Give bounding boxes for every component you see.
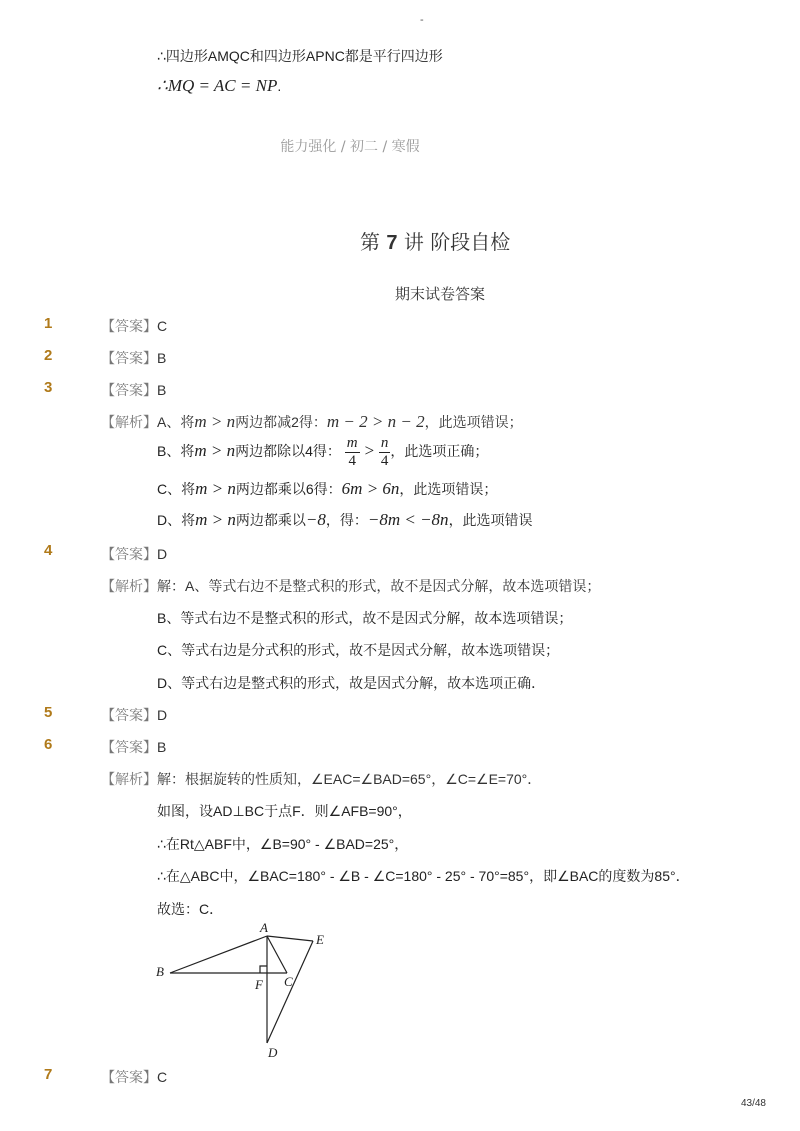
page-number: 43/48	[740, 1098, 766, 1109]
analysis-row-4a: 【解析】解：A、等式右边不是整式积的形式，故不是因式分解，故本选项错误；	[101, 578, 601, 594]
fraction-m-over-4: $\frac{m}{4}$	[346, 435, 358, 469]
answer-row-2: 【答案】B	[101, 350, 167, 366]
label-c: C	[284, 974, 293, 989]
label-e: E	[316, 932, 324, 947]
question-number-1: 1	[44, 315, 53, 332]
answer-row-7: 【答案】C	[101, 1069, 168, 1085]
segment-ed	[267, 941, 313, 1043]
lecture-title: 第 7 讲 阶段自检	[360, 230, 511, 254]
label-f: F	[255, 977, 263, 992]
segment-ba	[170, 936, 267, 973]
geometry-figure	[150, 918, 350, 1063]
analysis-row-6d: ∴在△ABC中，∠BAC=180° - ∠B - ∠C=180° - 25° - 70°=85°，即∠BAC的度数为85°．	[157, 868, 690, 884]
label-b: B	[156, 964, 164, 979]
question-number-3: 3	[44, 379, 53, 396]
analysis-row-4b: B、等式右边不是整式积的形式，故不是因式分解，故本选项错误；	[157, 610, 573, 626]
question-number-6: 6	[44, 736, 53, 753]
analysis-row-4d: D、等式右边是整式积的形式，故是因式分解，故本选项正确．	[157, 675, 546, 691]
intro-line-1: ∴四边形AMQC和四边形APNC都是平行四边形	[157, 48, 443, 64]
analysis-row-6a: 【解析】解：根据旋转的性质知，∠EAC=∠BAD=65°，∠C=∠E=70°．	[101, 771, 542, 787]
answer-row-5: 【答案】D	[101, 707, 168, 723]
answer-row-1: 【答案】C	[101, 318, 168, 334]
intro-equation: ∴MQ = AC = NP	[157, 76, 278, 95]
analysis-row-6c: ∴在Rt△ABF中，∠B=90° - ∠BAD=25°，	[157, 836, 409, 852]
intro-line-2: ∴MQ = AC = NP.	[157, 76, 282, 95]
question-number-7: 7	[44, 1066, 53, 1083]
question-number-2: 2	[44, 347, 53, 364]
label-d: D	[268, 1045, 278, 1060]
analysis-row-3b: B、将m > n两边都除以4得： $\frac{m}{4}$ > $\frac{n}{4}$ ，此选项正确；	[157, 435, 489, 469]
answer-row-4: 【答案】D	[101, 546, 168, 562]
analysis-row-3c: C、将m > n两边都乘以6得：6m > 6n，此选项错误；	[157, 479, 498, 498]
fraction-n-over-4: $\frac{n}{4}$	[380, 435, 389, 469]
analysis-row-3d: D、将m > n两边都乘以−8，得：−8m < −8n，此选项错误	[157, 510, 533, 529]
answer-row-3: 【答案】B	[101, 382, 167, 398]
analysis-row-4c: C、等式右边是分式积的形式，故不是因式分解，故本选项错误；	[157, 642, 560, 658]
breadcrumb: 能力强化 / 初二 / 寒假	[280, 139, 420, 155]
answer-row-6: 【答案】B	[101, 739, 167, 755]
segment-ac	[267, 936, 287, 973]
question-number-4: 4	[44, 542, 53, 559]
right-angle-mark	[260, 966, 267, 973]
analysis-row-6e: 故选：C．	[157, 901, 224, 917]
label-a: A	[260, 920, 268, 935]
segment-ae	[267, 936, 313, 941]
question-number-5: 5	[44, 704, 53, 721]
analysis-row-6b: 如图，设AD⊥BC于点F．则∠AFB=90°，	[157, 803, 412, 819]
page-top-mark: -	[420, 14, 424, 26]
section-title: 期末试卷答案	[394, 285, 485, 303]
analysis-row-3a: 【解析】A、将m > n两边都减2得：m − 2 > n − 2，此选项错误；	[101, 412, 523, 431]
